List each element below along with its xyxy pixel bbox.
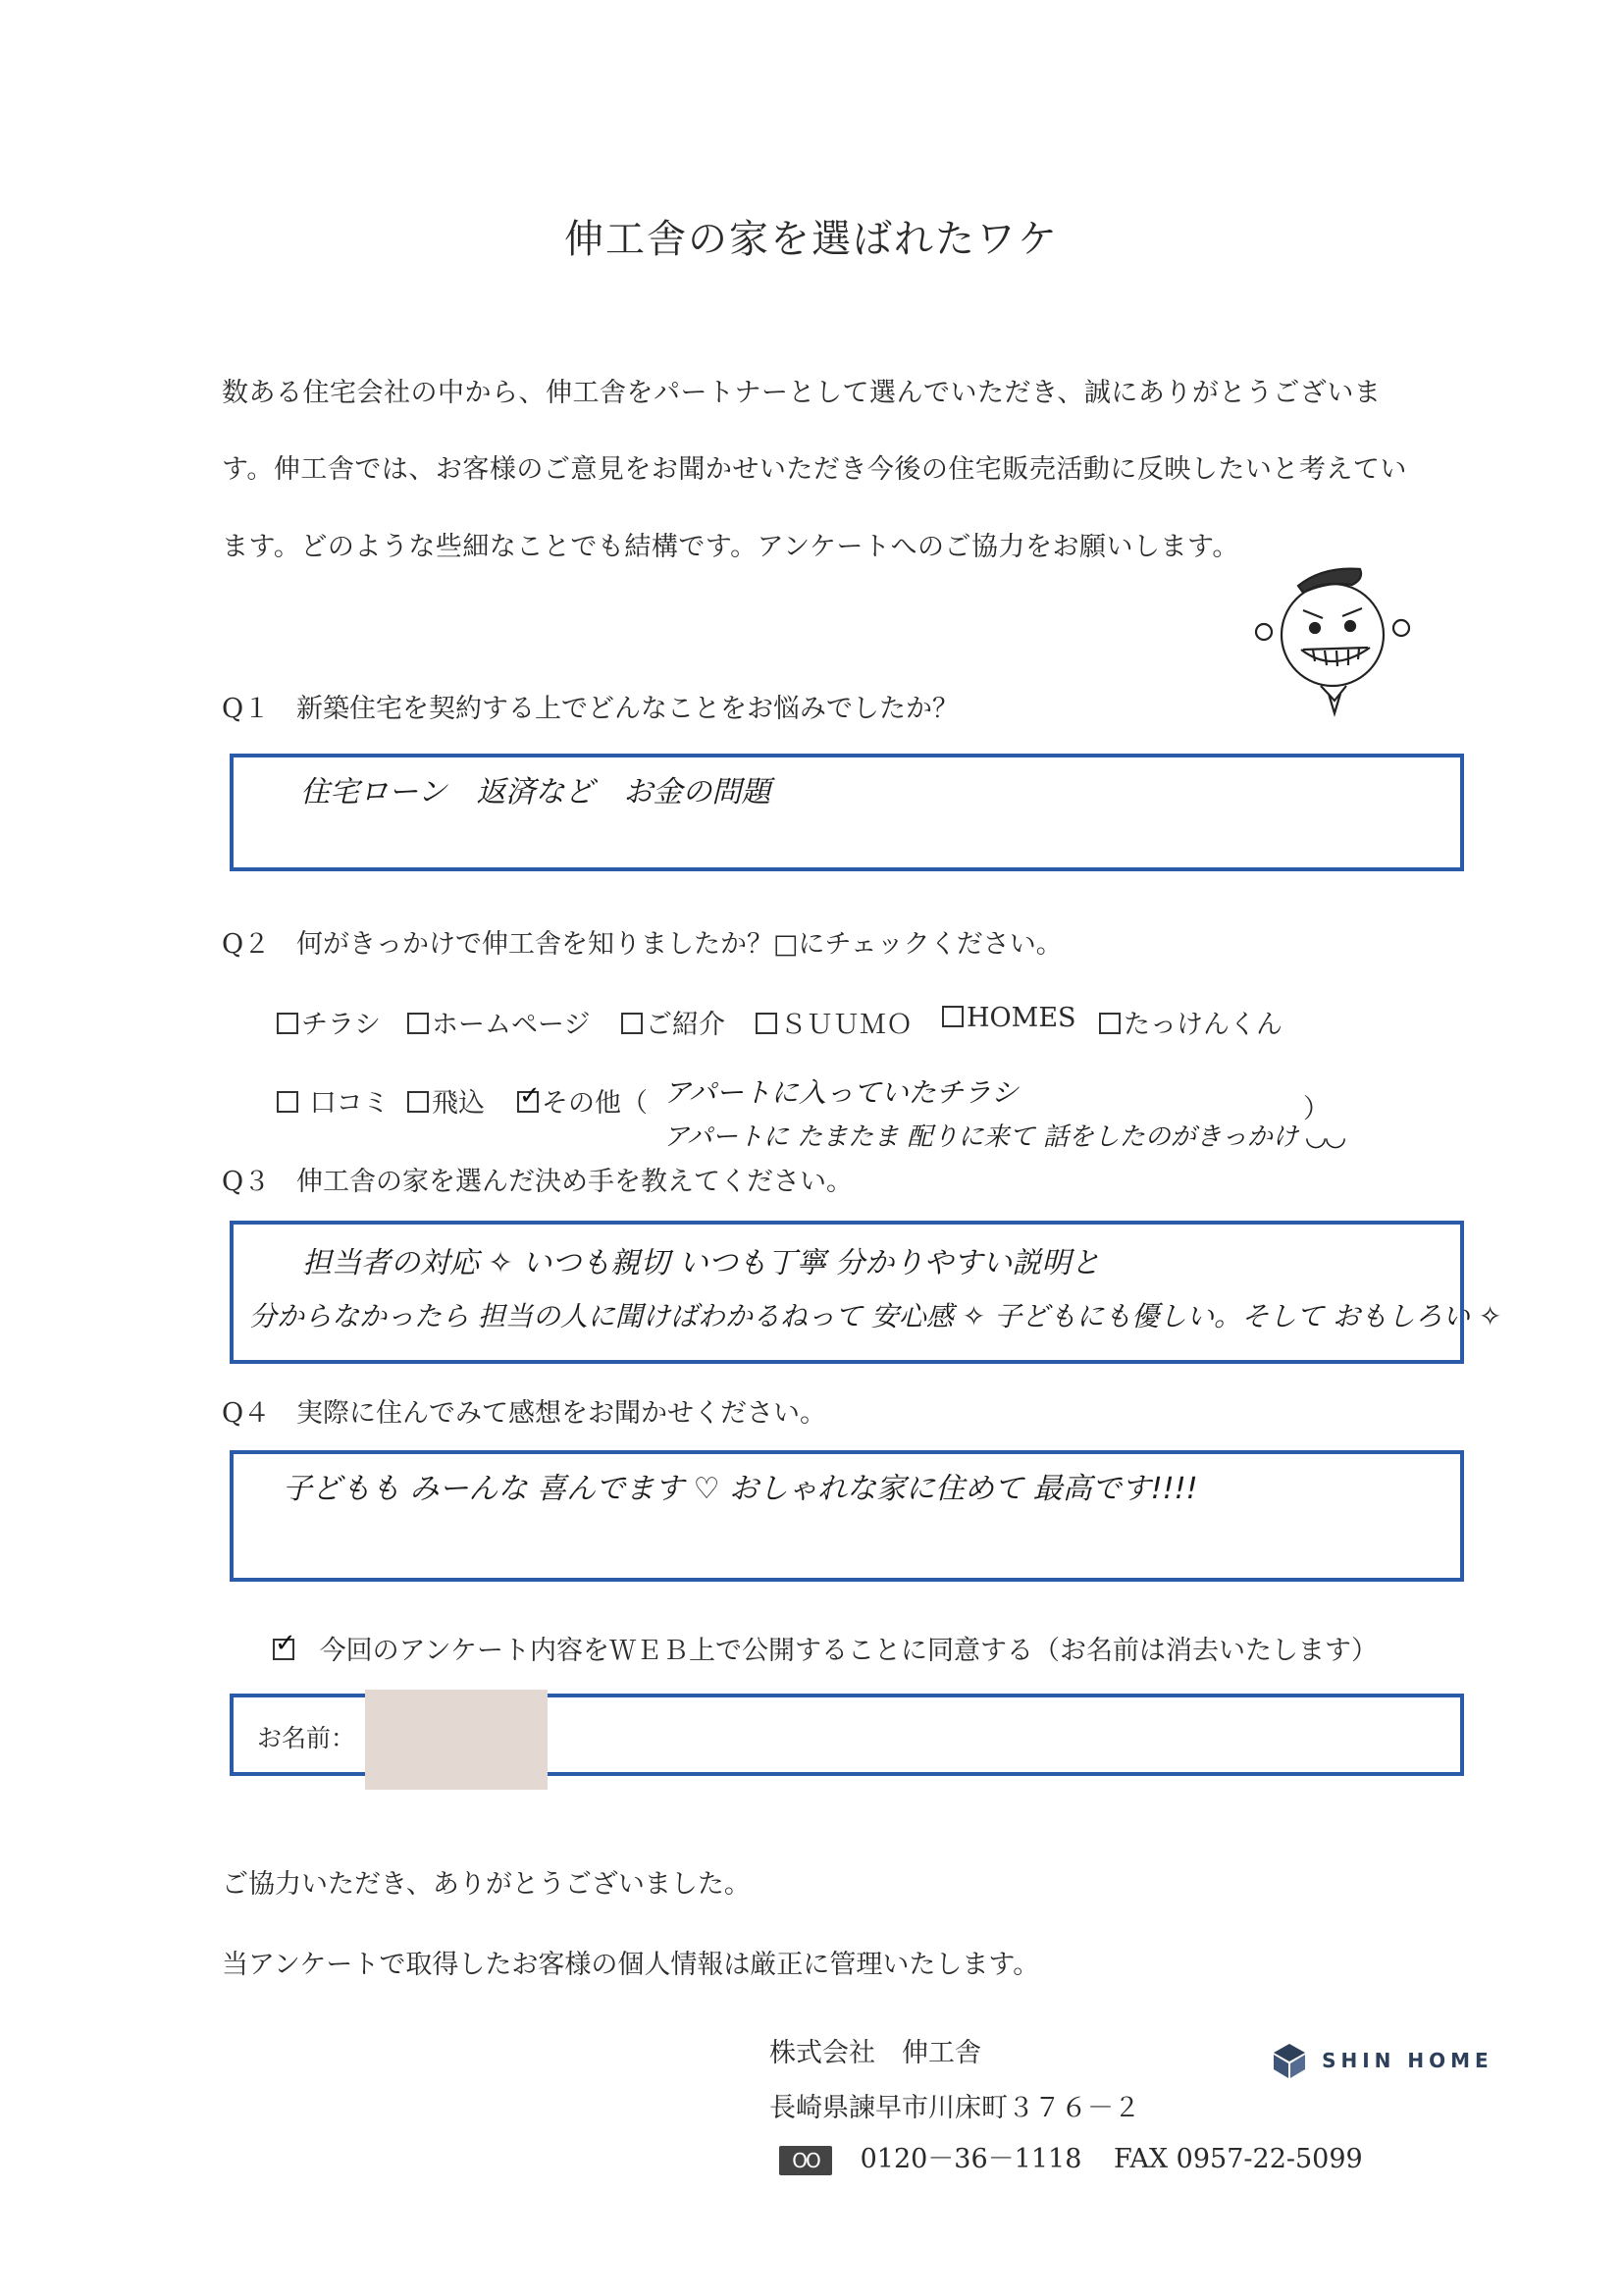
- checkbox-icon[interactable]: [942, 1006, 964, 1027]
- q2-option-suumo[interactable]: ＳＵＵＭＯ: [756, 1003, 913, 1041]
- checkbox-icon[interactable]: [756, 1013, 777, 1034]
- intro-line-1: 数ある住宅会社の中から、伸工舎をパートナーとして選んでいただき、誠にありがとうございま: [222, 378, 1382, 408]
- checked-checkbox-icon[interactable]: [517, 1091, 539, 1113]
- q2-number: Q２: [222, 929, 271, 960]
- company-contact: [779, 2137, 1363, 2175]
- q2-option-other[interactable]: ✓ その他（: [517, 1081, 648, 1120]
- q2-text: 何がきっかけで伸工舎を知りましたか？□にチェックください。: [296, 929, 1063, 960]
- q3-question: [222, 1160, 853, 1198]
- q4-number: Q４: [222, 1398, 271, 1429]
- q3-answer-line-2: 分からなかったら 担当の人に聞けばわかるねって 安心感 ✧ 子どもにも優しい。そして おもしろい ✧: [249, 1300, 1502, 1332]
- checkbox-icon[interactable]: [407, 1013, 429, 1034]
- q1-answer-box: [230, 754, 1464, 871]
- company-phone: 0120－36－1118: [860, 2144, 1082, 2174]
- q3-answer-line-1: 担当者の対応 ✧ いつも親切 いつも丁寧 分かりやすい説明と: [302, 1246, 1101, 1280]
- q3-answer-box: [230, 1221, 1502, 1364]
- q2-option-takkenkun[interactable]: たっけんくん: [1099, 1003, 1283, 1041]
- q1-number: Q１: [222, 694, 271, 724]
- q2-option-flyer[interactable]: チラシ: [277, 1003, 381, 1041]
- q2-option-homes[interactable]: HOMES: [942, 1003, 1076, 1033]
- name-label: お名前：: [257, 1724, 356, 1752]
- name-redaction: [365, 1690, 548, 1790]
- q2-option-referral[interactable]: ご紹介: [621, 1003, 725, 1041]
- q2-other-close-paren: ）: [1303, 1094, 1330, 1124]
- intro-line-3: ます。どのような些細なことでも結構です。アンケートへのご協力をお願いします。: [222, 532, 1239, 562]
- q3-text: 伸工舎の家を選んだ決め手を教えてください。: [296, 1167, 853, 1197]
- q4-answer-box: [230, 1450, 1464, 1582]
- privacy-text: 当アンケートで取得したお客様の個人情報は厳正に管理いたします。: [222, 1950, 1040, 1980]
- face-doodle-icon: [1244, 551, 1431, 738]
- intro-line-2: す。伸工舎では、お客様のご意見をお聞かせいただき今後の住宅販売活動に反映したいと考えてい: [222, 454, 1407, 485]
- q2-other-answer-line-2: アパートに たまたま 配りに来て 話をしたのがきっかけ ◡◡: [663, 1122, 1345, 1152]
- checkbox-icon[interactable]: [277, 1013, 298, 1034]
- logo-text: SHIN HOME: [1322, 2049, 1493, 2072]
- company-fax: FAX 0957-22-5099: [1113, 2144, 1363, 2174]
- consent-row[interactable]: [273, 1629, 1378, 1667]
- q2-option-walk-in[interactable]: 飛込: [407, 1081, 485, 1120]
- company-logo: [1270, 2041, 1493, 2080]
- q1-answer: 住宅ローン 返済など お金の問題: [300, 775, 771, 809]
- checkbox-icon[interactable]: [407, 1091, 429, 1113]
- thanks-text: ご協力いただき、ありがとうございました。: [222, 1869, 751, 1900]
- q4-text: 実際に住んでみて感想をお聞かせください。: [296, 1398, 826, 1429]
- q4-question: [222, 1391, 826, 1430]
- checked-checkbox-icon[interactable]: [273, 1639, 294, 1660]
- page-title: 伸工舎の家を選ばれたワケ: [564, 217, 1059, 262]
- company-address: 長崎県諫早市川床町３７６－２: [769, 2093, 1140, 2123]
- q3-number: Q３: [222, 1167, 271, 1197]
- company-name: 株式会社 伸工舎: [769, 2038, 981, 2068]
- q1-question: [222, 687, 959, 725]
- q1-text: 新築住宅を契約する上でどんなことをお悩みでしたか？: [296, 694, 959, 724]
- q2-option-word-of-mouth[interactable]: 口コミ: [277, 1081, 390, 1120]
- checkbox-icon[interactable]: [621, 1013, 643, 1034]
- free-dial-icon: ОО: [779, 2146, 832, 2175]
- consent-text: 今回のアンケート内容をＷＥＢ上で公開することに同意する（お名前は消去いたします）: [319, 1636, 1378, 1666]
- q4-answer: 子どもも みーんな 喜んでます ♡ おしゃれな家に住めて 最高です!!!!: [283, 1472, 1198, 1506]
- q2-option-homepage[interactable]: ホームページ: [407, 1003, 590, 1041]
- cube-logo-icon: [1270, 2041, 1309, 2080]
- q2-other-answer-line-1: アパートに入っていたチラシ: [663, 1076, 1019, 1109]
- checkbox-icon[interactable]: [277, 1091, 298, 1113]
- q2-question: [222, 922, 1063, 961]
- checkbox-icon[interactable]: [1099, 1013, 1121, 1034]
